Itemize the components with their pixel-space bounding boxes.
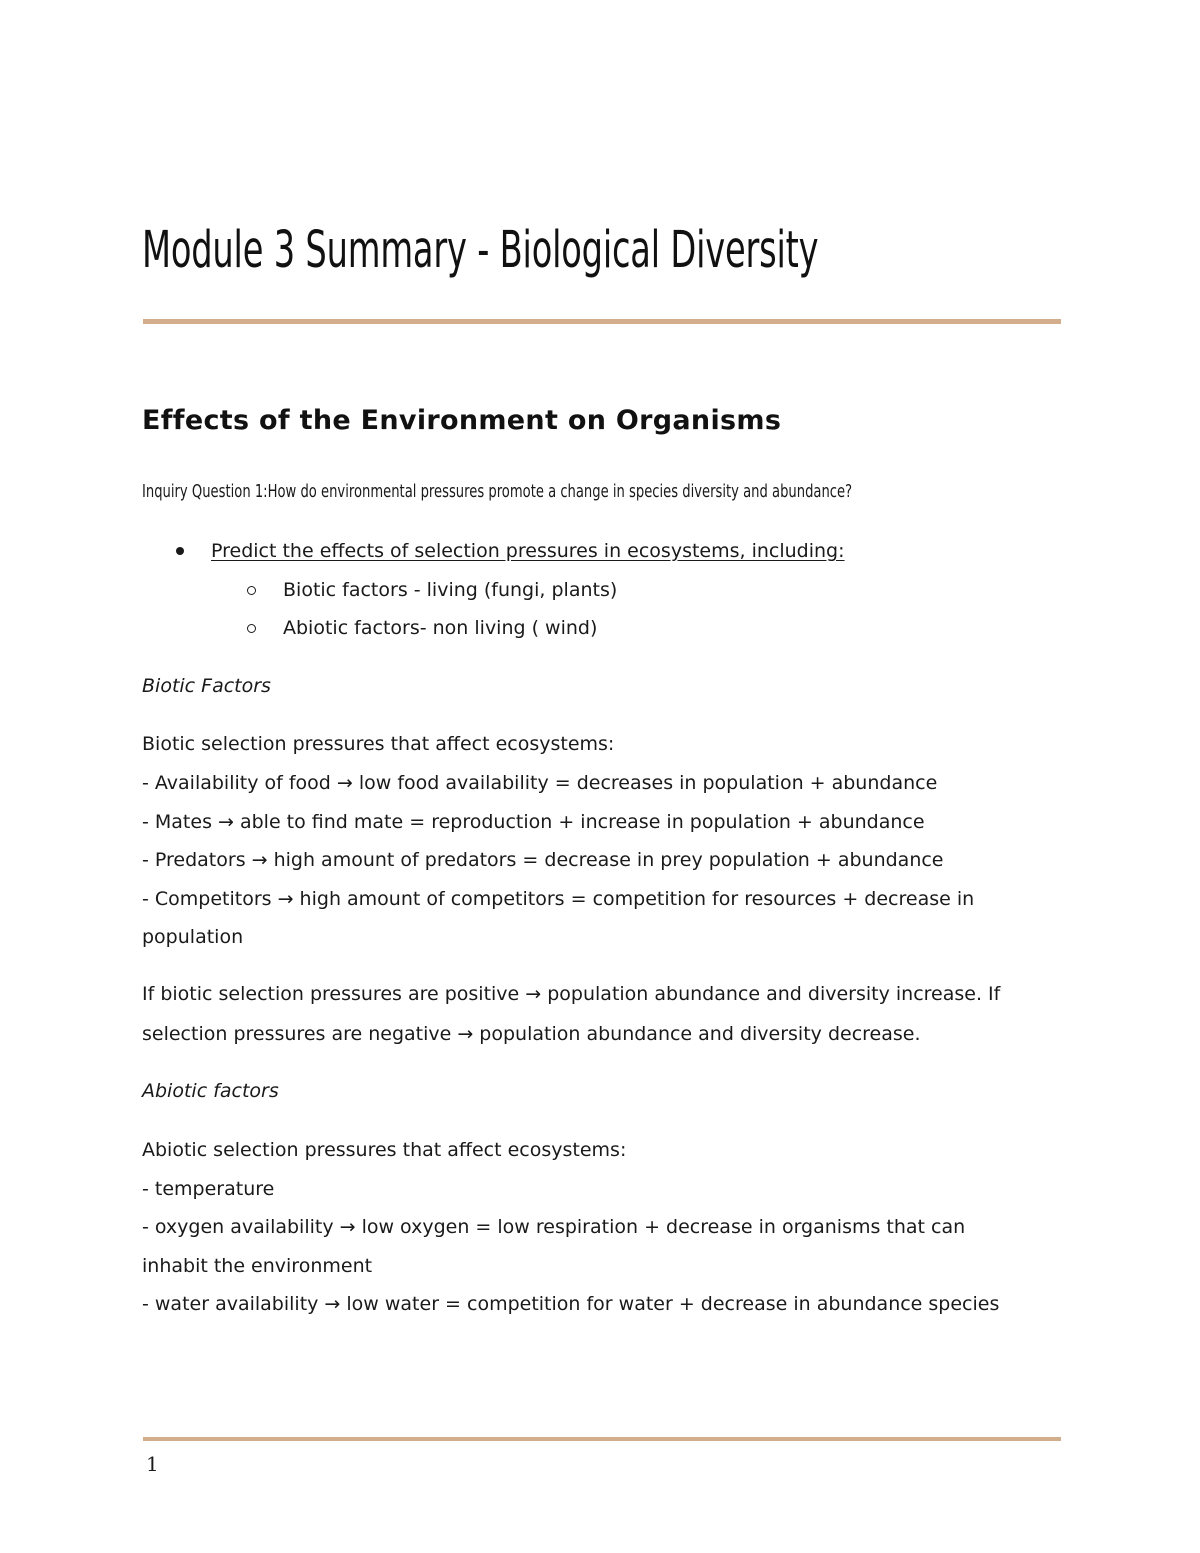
biotic-line: - Mates → able to find mate = reproduction + increase in population + abundance — [142, 811, 925, 833]
biotic-line: - Predators → high amount of predators = decrease in prey population + abundance — [142, 849, 944, 871]
title-divider — [143, 319, 1061, 324]
abiotic-line: - temperature — [142, 1178, 275, 1200]
bullet-text: Predict the effects of selection pressures in ecosystems, including: — [211, 540, 845, 562]
document-title: Module 3 Summary - Biological Diversity — [142, 221, 819, 280]
bullet-circle-icon — [247, 586, 256, 595]
bullet-disc-icon — [176, 547, 184, 555]
biotic-line: - Availability of food → low food availability = decreases in population + abundance — [142, 772, 938, 794]
abiotic-heading: Abiotic factors — [142, 1080, 279, 1102]
section-heading: Effects of the Environment on Organisms — [142, 405, 782, 436]
abiotic-line: inhabit the environment — [142, 1255, 373, 1277]
page-number: 1 — [146, 1452, 159, 1476]
biotic-heading: Biotic Factors — [142, 675, 271, 697]
biotic-line: - Competitors → high amount of competitors = competition for resources + decrease in — [142, 888, 975, 910]
footer-divider — [143, 1437, 1061, 1441]
biotic-summary-line: selection pressures are negative → population abundance and diversity decrease. — [142, 1023, 921, 1045]
bullet-circle-icon — [247, 624, 256, 633]
abiotic-line: - oxygen availability → low oxygen = low respiration + decrease in organisms that can — [142, 1216, 966, 1238]
sub-bullet-text: Biotic factors - living (fungi, plants) — [283, 579, 618, 601]
biotic-line: population — [142, 926, 244, 948]
biotic-summary-line: If biotic selection pressures are positive → population abundance and diversity increase. If — [142, 983, 1001, 1005]
biotic-intro: Biotic selection pressures that affect ecosystems: — [142, 733, 615, 755]
sub-bullet-text: Abiotic factors- non living ( wind) — [283, 617, 598, 639]
inquiry-question: Inquiry Question 1:How do environmental pressures promote a change in species diversity and abundance? — [142, 481, 853, 502]
abiotic-intro: Abiotic selection pressures that affect ecosystems: — [142, 1139, 627, 1161]
abiotic-line: - water availability → low water = competition for water + decrease in abundance species — [142, 1293, 1000, 1315]
